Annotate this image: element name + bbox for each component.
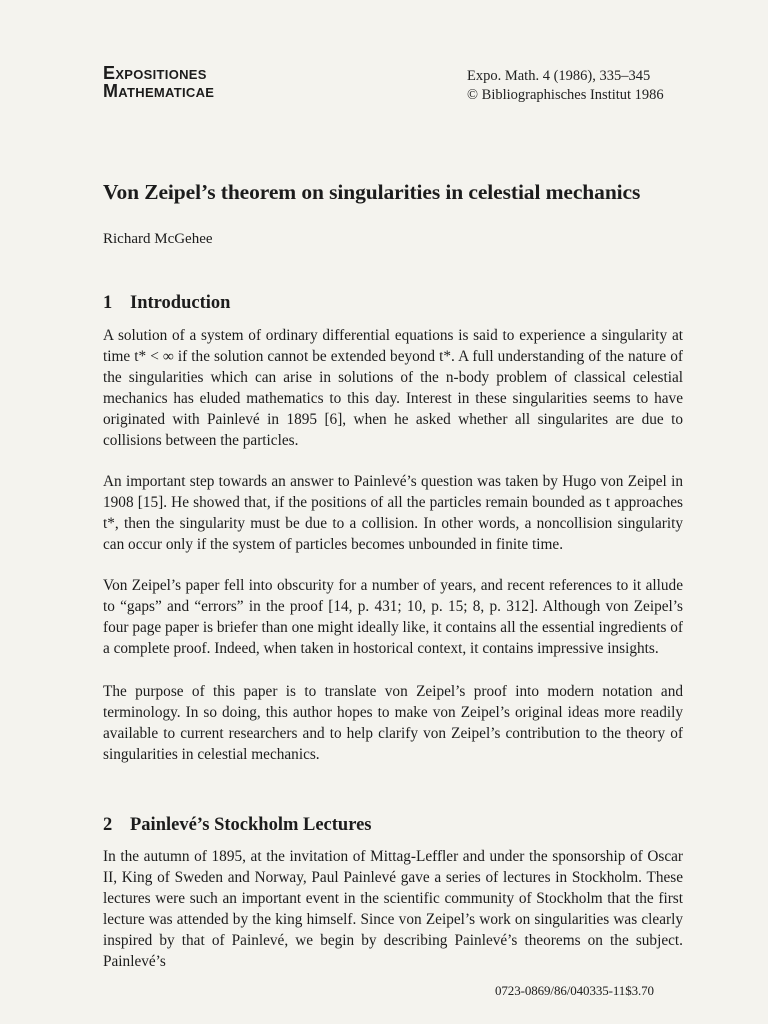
copyright-line: © Bibliographisches Institut 1986 — [467, 87, 664, 103]
footer-code: 0723-0869/86/040335-11$3.70 — [495, 983, 654, 998]
journal-reference — [467, 67, 664, 105]
paper-title: Von Zeipel’s theorem on singularities in celestial mechanics — [103, 180, 641, 204]
section-1-heading — [103, 293, 230, 314]
section-2-heading — [103, 815, 372, 836]
paragraph: Von Zeipel’s paper fell into obscurity for a number of years, and recent references to it allude to “gaps” and “errors” in the proof [14, p. 431; 10, p. 15; 8, p. 312]. Although von Zeipel’s four page paper is briefer than one might ideally like, it contains all the essential ingredients of a complete proof. Indeed, when taken in hostorical context, it contains impressive insights. — [103, 577, 683, 657]
section-number: 1 — [103, 293, 113, 313]
paragraph: The purpose of this paper is to translate von Zeipel’s proof into modern notation and terminology. In so doing, this author hopes to make von Zeipel’s original ideas more readily available to current researchers and to help clarify von Zeipel’s contribution to the theory of singularities in celestial mechanics. — [103, 683, 683, 763]
journal-citation: Expo. Math. 4 (1986), 335–345 — [467, 68, 651, 84]
section-title: Introduction — [130, 293, 231, 313]
section-number: 2 — [103, 815, 113, 835]
paragraph: An important step towards an answer to Painlevé’s question was taken by Hugo von Zeipel in 1908 [15]. He showed that, if the positions of all the particles remain bounded as t approaches t*, then the singularity must be due to a collision. In other words, a noncollision singularity can occur only if the system of particles becomes unbounded in finite time. — [103, 473, 683, 553]
section-title: Painlevé’s Stockholm Lectures — [130, 815, 372, 835]
paragraph: A solution of a system of ordinary differential equations is said to experience a singularity at time t* < ∞ if the solution cannot be extended beyond t*. A full understanding of the nature of the singularities which can arise in solutions of the n-body problem of classical celestial mechanics has eluded mathematics to this day. Interest in these singularities seems to have originated with Painlevé in 1895 [6], when he asked whether all singularites are due to collisions between the particles. — [103, 327, 683, 449]
paragraph: In the autumn of 1895, at the invitation of Mittag-Leffler and under the sponsorship of Oscar II, King of Sweden and Norway, Paul Painlevé gave a series of lectures in Stockholm. These lectures were such an important event in the scientific community of Stockholm that the first lecture was attended by the king himself. Since von Zeipel’s work on singularities was clearly inspired by that of Painlevé, we begin by describing Painlevé’s theorems on the subject. Painlevé’s — [103, 848, 683, 970]
journal-logo-line-1: EXPOSITIONES — [103, 63, 207, 83]
journal-logo — [103, 64, 214, 100]
journal-logo-line-2: MATHEMATICAE — [103, 81, 215, 101]
paper-author: Richard McGehee — [103, 231, 213, 247]
